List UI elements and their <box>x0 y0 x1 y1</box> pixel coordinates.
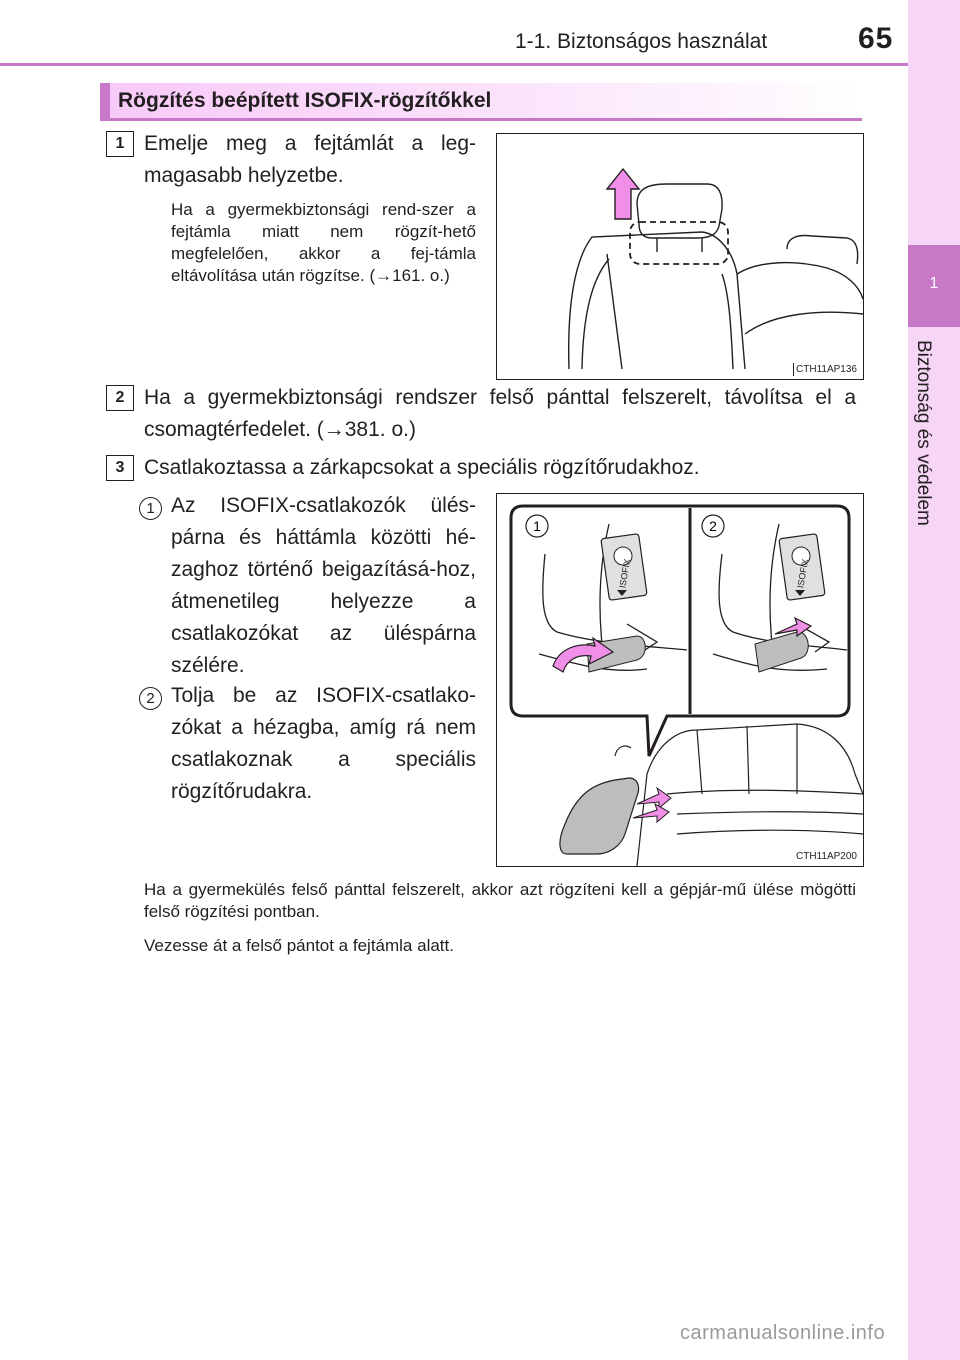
step-1-note: Ha a gyermekbiztonsági rend-szer a fejtámla miatt nem rögzít-hető megfelelően, akkor a fej-támla eltávolítása után rögzítse. (→161. o.) <box>171 200 476 285</box>
substep-1-text: Az ISOFIX-csatlakozók ülés-párna és háttámla közötti hé-zaghoz történő beigazításá-hoz, átmenetileg helyezze a csatlakozókat az üléspárna szélére. <box>171 494 476 677</box>
step-number-3: 3 <box>106 455 134 481</box>
chapter-number-tab[interactable] <box>908 245 960 327</box>
section-title: Rögzítés beépített ISOFIX-rögzítőkkel <box>118 89 492 112</box>
svg-text:ISOFIX: ISOFIX <box>795 558 811 589</box>
chapter-title-tab <box>912 340 956 640</box>
note-headrest: Vezesse át a felső pántot a fejtámla alatt. <box>144 936 454 955</box>
substep-2-text: Tolja be az ISOFIX-csatlako-zókat a hézagba, amíg rá nem csatlakoznak a speciális rögzítőrudakra. <box>171 684 476 803</box>
header-divider <box>0 63 908 66</box>
step-1-text: Emelje meg a fejtámlát a leg-magasabb helyzetbe. <box>144 132 476 187</box>
panel-2-number: 2 <box>709 518 717 534</box>
note-top-strap: Ha a gyermekülés felső pánttal felszerelt, akkor azt rögzíteni kell a gépjár-mű ülése mögötti felső rögzítési pontban. <box>144 880 856 921</box>
substep-number-1: 1 <box>139 497 162 520</box>
figure-headrest <box>496 133 864 380</box>
page-number: 65 <box>858 22 894 55</box>
svg-text:ISOFIX: ISOFIX <box>617 558 633 589</box>
section-heading-bar <box>100 83 110 119</box>
figure-1-code: CTH11AP136 <box>793 363 859 376</box>
figure-isofix <box>496 493 864 867</box>
isofix-badge-left <box>601 534 647 601</box>
footer-watermark: carmanualsonline.info <box>680 1322 886 1344</box>
step-3-text: Csatlakoztassa a zárkapcsokat a speciális rögzítőrudakhoz. <box>144 456 700 479</box>
substep-number-2: 2 <box>139 687 162 710</box>
step-number-2: 2 <box>106 385 134 411</box>
panel-1-number: 1 <box>533 518 541 534</box>
chapter-number: 1 <box>929 275 939 292</box>
headrest-illustration <box>497 134 863 379</box>
section-heading-underline <box>100 118 862 121</box>
chapter-title: Biztonság és védelem <box>913 340 934 526</box>
isofix-badge-right <box>779 534 825 601</box>
figure-2-code: CTH11AP200 <box>796 851 857 862</box>
header-section-title: 1-1. Biztonságos használat <box>515 30 768 53</box>
step-number-1: 1 <box>106 131 134 157</box>
isofix-illustration <box>497 494 863 866</box>
step-2-text: Ha a gyermekbiztonsági rendszer felső pánttal felszerelt, távolítsa el a csomagtérfedelet. (→381. o.) <box>144 386 856 441</box>
side-tab <box>908 0 960 1360</box>
